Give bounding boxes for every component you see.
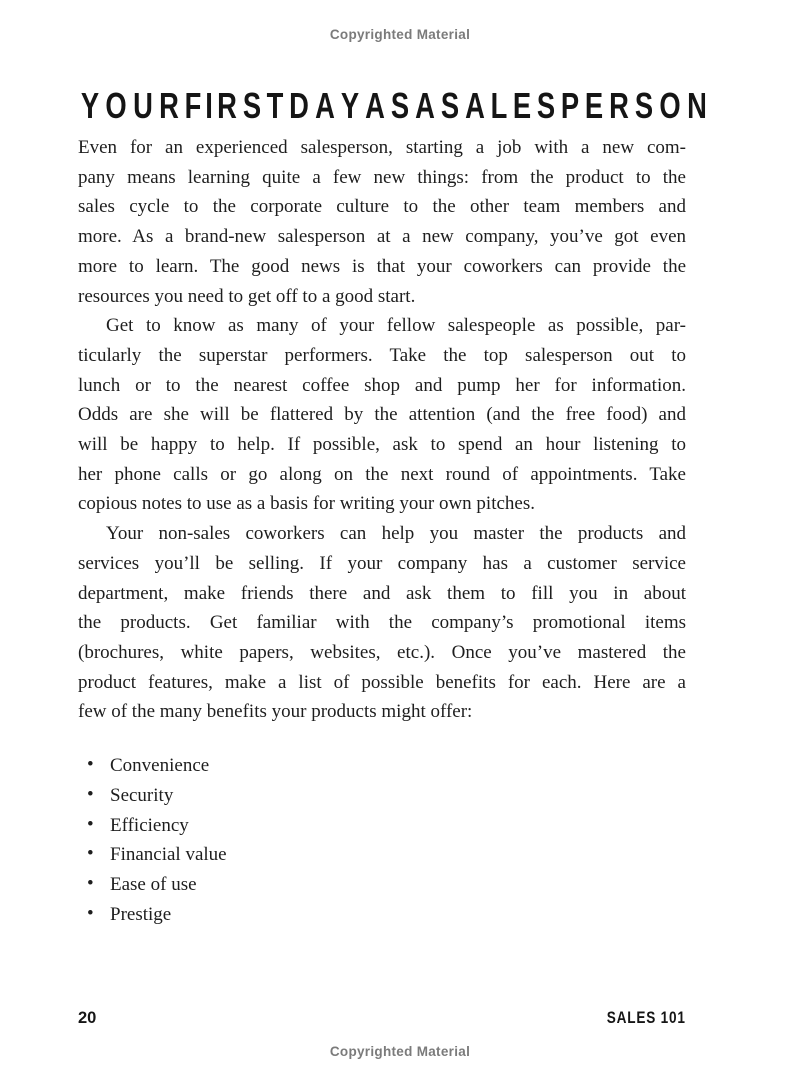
bullet-label: Convenience (110, 755, 210, 776)
title-letter: F (184, 85, 202, 127)
title-letter: A (415, 85, 435, 127)
title-letter: O (105, 85, 127, 127)
title-letter: Y (340, 85, 360, 127)
bullet-label: Ease of use (110, 874, 197, 896)
title-letter: R (159, 85, 179, 127)
list-item (78, 781, 686, 811)
body-text (78, 133, 686, 727)
text-line: more. As a brand-new salesperson at a new company, you’ve got even (78, 226, 686, 248)
text-line: lunch or to the nearest coffee shop and pump her for information. (78, 374, 686, 396)
bullet-label: Prestige (110, 903, 172, 925)
bullet-label: Financial value (110, 844, 227, 866)
running-head-book-title: SALES 101 (606, 1008, 686, 1027)
title-letter: D (289, 85, 309, 127)
title-letter: I (205, 85, 213, 127)
text-line: product features, make a list of possible benefits for each. Here are a (78, 671, 686, 693)
title-letter: O (659, 85, 681, 127)
text-line: the products. Get familiar with the company’s promotional items (78, 612, 686, 634)
text-line: her phone calls or go along on the next round of appointments. Take (78, 463, 686, 485)
text-line: services you’ll be selling. If your company has a customer service (78, 552, 686, 574)
text-line: Even for an experienced salesperson, starting a job with a new com- (78, 137, 686, 158)
text-line: copious notes to use as a basis for writing your own pitches. (78, 493, 535, 515)
title-letter: A (315, 85, 335, 127)
bullet-label: Security (110, 784, 174, 806)
title-letter: L (490, 85, 508, 127)
title-letter: T (266, 85, 284, 127)
bullet-icon: • (87, 754, 94, 775)
list-item (78, 900, 686, 930)
title-letter: E (512, 85, 532, 127)
list-item (78, 811, 686, 841)
text-line: Your non-sales coworkers can help you master the products and (106, 523, 686, 545)
title-letter: S (242, 85, 262, 127)
title-letter: S (635, 85, 654, 127)
text-line: will be happy to help. If possible, ask to spend an hour listening to (78, 434, 686, 456)
bullet-icon: • (87, 902, 94, 924)
bullet-icon: • (87, 783, 94, 805)
title-letter: Y (80, 85, 100, 127)
title-letter: U (133, 85, 153, 127)
title-letter: A (365, 85, 385, 127)
page-number: 20 (78, 1009, 97, 1027)
title-letter: R (609, 85, 630, 127)
text-line: more to learn. The good news is that your coworkers can provide the (78, 255, 686, 277)
text-line: sales cycle to the corporate culture to the other team members and (78, 196, 686, 218)
text-line: ticularly the superstar performers. Take the top salesperson out to (78, 344, 686, 366)
benefits-list (78, 751, 686, 930)
text-line: (brochures, white papers, websites, etc.). Once you’ve mastered the (78, 641, 686, 663)
copyright-notice-bottom: Copyrighted Material (329, 1044, 471, 1059)
title-letter: A (465, 85, 485, 127)
title-letter: N (687, 85, 708, 127)
bullet-icon: • (87, 813, 94, 835)
bullet-icon: • (87, 873, 94, 895)
text-line: resources you need to get off to a good start. (78, 285, 416, 307)
page-footer (78, 1008, 686, 1030)
page-title (78, 85, 708, 127)
list-item (78, 870, 686, 900)
bullet-label: Efficiency (110, 814, 189, 836)
text-line: few of the many benefits your products might offer: (78, 701, 473, 723)
list-item (78, 840, 686, 870)
title-letter: S (537, 85, 556, 127)
title-letter: S (440, 85, 460, 127)
bullet-icon: • (87, 843, 94, 865)
list-item (78, 751, 686, 781)
title-letter: R (217, 85, 237, 127)
text-line: pany means learning quite a few new things: from the product to the (78, 166, 686, 188)
copyright-notice-top: Copyrighted Material (329, 27, 471, 42)
title-letter: S (390, 85, 410, 127)
text-line: Odds are she will be flattered by the attention (and the free food) and (78, 404, 686, 426)
text-line: Get to know as many of your fellow salespeople as possible, par- (106, 315, 686, 337)
title-letter: E (585, 85, 604, 127)
title-letter: P (561, 85, 580, 127)
text-line: department, make friends there and ask them to fill you in about (78, 582, 686, 604)
